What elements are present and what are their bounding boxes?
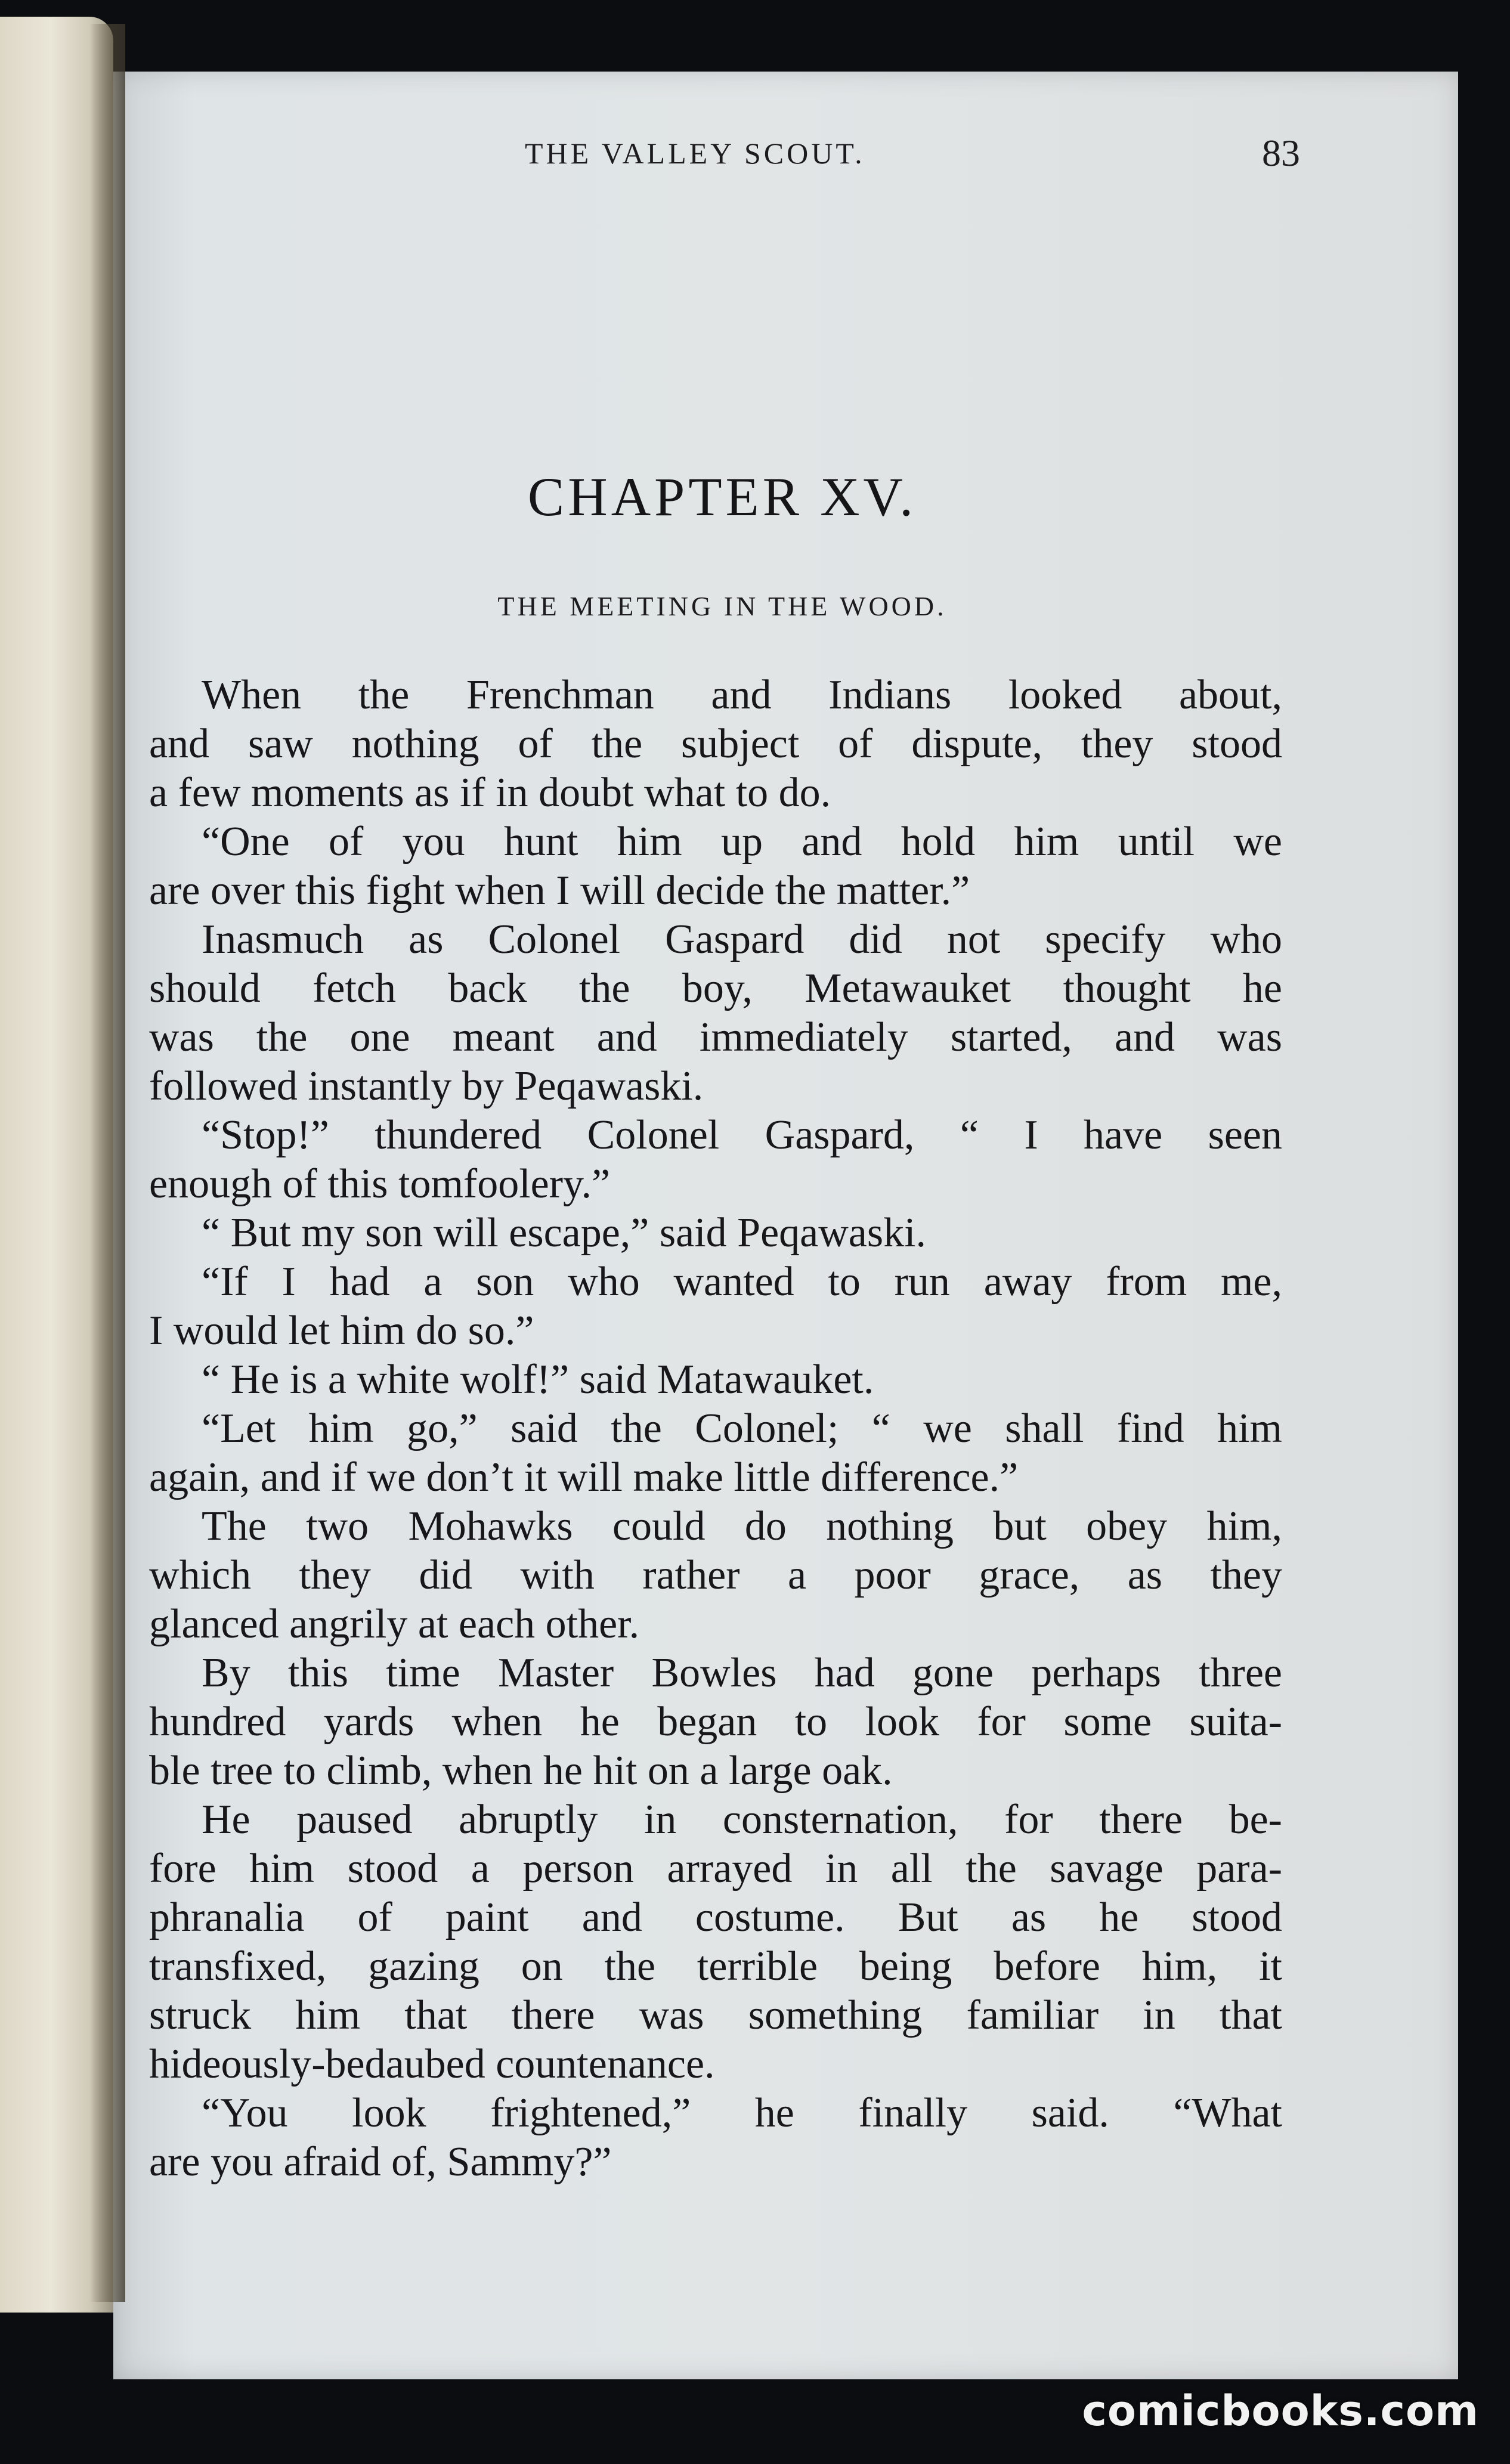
text-line: “ But my son will escape,” said Peqawaski.	[202, 1210, 927, 1256]
text-line: “One of you hunt him up and hold him until we	[202, 819, 1282, 865]
text-line: He paused abruptly in consternation, for there be-	[202, 1797, 1282, 1843]
text-line: should fetch back the boy, Metawauket thought he	[149, 965, 1282, 1011]
text-line: “Let him go,” said the Colonel; “ we shall find him	[202, 1406, 1282, 1451]
chapter-subtitle: THE MEETING IN THE WOOD.	[497, 591, 947, 621]
text-line: hundred yards when he began to look for some suita-	[149, 1699, 1282, 1745]
text-line: transfixed, gazing on the terrible being before him, it	[149, 1943, 1282, 1989]
text-line: “Stop!” thundered Colonel Gaspard, “ I have seen	[202, 1112, 1282, 1158]
body-text	[149, 671, 1282, 2187]
text-line: are you afraid of, Sammy?”	[149, 2139, 612, 2185]
text-line: “If I had a son who wanted to run away from me,	[202, 1259, 1282, 1305]
text-line: followed instantly by Peqawaski.	[149, 1063, 704, 1109]
site-watermark: comicbooks.com	[1082, 2386, 1479, 2435]
page-header	[155, 132, 1300, 190]
text-line: The two Mohawks could do nothing but obey him,	[202, 1503, 1282, 1549]
text-line: glanced angrily at each other.	[149, 1601, 640, 1647]
text-line: “ He is a white wolf!” said Matawauket.	[202, 1357, 874, 1403]
text-line: was the one meant and immediately started, and was	[149, 1014, 1282, 1060]
text-line: ble tree to climb, when he hit on a large oak.	[149, 1748, 893, 1794]
text-line: hideously-bedaubed countenance.	[149, 2041, 715, 2087]
text-line: I would let him do so.”	[149, 1308, 534, 1354]
text-line: and saw nothing of the subject of dispute, they stood	[149, 721, 1282, 767]
text-line: struck him that there was something familiar in that	[149, 1992, 1282, 2038]
text-line: When the Frenchman and Indians looked about,	[202, 672, 1282, 718]
text-line: By this time Master Bowles had gone perhaps three	[202, 1650, 1282, 1696]
book-gutter	[89, 24, 125, 2302]
text-line: are over this fight when I will decide the matter.”	[149, 868, 970, 914]
text-line: again, and if we don’t it will make little difference.”	[149, 1454, 1019, 1500]
text-line: fore him stood a person arrayed in all the savage para-	[149, 1846, 1282, 1892]
text-line: Inasmuch as Colonel Gaspard did not specify who	[202, 917, 1282, 962]
text-line: which they did with rather a poor grace, as they	[149, 1552, 1282, 1598]
text-line: phranalia of paint and costume. But as he stood	[149, 1895, 1282, 1940]
text-line: “You look frightened,” he finally said. “What	[202, 2090, 1282, 2136]
running-title: THE VALLEY SCOUT.	[525, 137, 865, 170]
page-number: 83	[1262, 132, 1300, 174]
text-line: enough of this tomfoolery.”	[149, 1161, 611, 1207]
text-line: a few moments as if in doubt what to do.	[149, 770, 831, 816]
chapter-title: CHAPTER XV.	[527, 466, 917, 527]
